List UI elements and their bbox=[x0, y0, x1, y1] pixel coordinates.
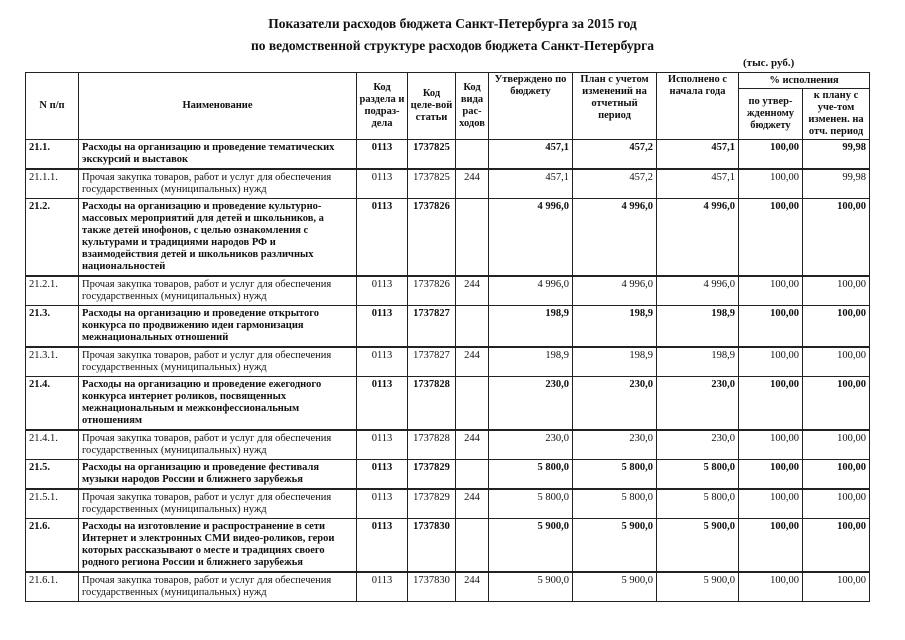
row-pct-approved: 100,00 bbox=[739, 199, 803, 277]
row-number: 21.2.1. bbox=[26, 276, 79, 306]
row-number: 21.1.1. bbox=[26, 169, 79, 199]
row-approved: 5 900,0 bbox=[489, 572, 573, 602]
document-subtitle: по ведомственной структуре расходов бюджета Санкт-Петербурга bbox=[250, 38, 655, 53]
row-number: 21.6. bbox=[26, 519, 79, 573]
row-executed: 5 900,0 bbox=[657, 519, 739, 573]
row-name: Расходы на организацию и проведение культурно-массовых мероприятий для детей и школьников, а также детей инофонов, с целью ознакомления с культурами и традициями народов РФ и взаимодействия детей и школьников различных национальностей bbox=[79, 199, 357, 277]
row-target-code: 1737830 bbox=[408, 519, 456, 573]
row-plan: 4 996,0 bbox=[573, 276, 657, 306]
row-plan: 5 800,0 bbox=[573, 489, 657, 519]
header-plan: План с учетом изменений на отчетный период bbox=[573, 73, 657, 140]
row-type-code bbox=[456, 519, 489, 573]
row-pct-approved: 100,00 bbox=[739, 140, 803, 170]
row-pct-plan: 100,00 bbox=[803, 306, 870, 348]
row-plan: 5 900,0 bbox=[573, 572, 657, 602]
table-row bbox=[26, 347, 870, 377]
row-number: 21.4.1. bbox=[26, 430, 79, 460]
row-plan: 230,0 bbox=[573, 430, 657, 460]
row-plan: 457,2 bbox=[573, 169, 657, 199]
header-target-code: Код целе-вой статьи bbox=[408, 73, 456, 140]
row-number: 21.4. bbox=[26, 377, 79, 431]
row-type-code: 244 bbox=[456, 572, 489, 602]
row-name: Прочая закупка товаров, работ и услуг для обеспечения государственных (муниципальных) нужд bbox=[79, 430, 357, 460]
row-executed: 457,1 bbox=[657, 140, 739, 170]
row-pct-approved: 100,00 bbox=[739, 276, 803, 306]
row-target-code: 1737826 bbox=[408, 199, 456, 277]
row-pct-approved: 100,00 bbox=[739, 460, 803, 490]
table-row bbox=[26, 199, 870, 277]
document-title: Показатели расходов бюджета Санкт-Петербурга за 2015 год bbox=[268, 16, 637, 31]
row-executed: 198,9 bbox=[657, 306, 739, 348]
row-pct-approved: 100,00 bbox=[739, 347, 803, 377]
row-section-code: 0113 bbox=[357, 572, 408, 602]
header-pct-approved: по утвер-жденному бюджету bbox=[739, 89, 803, 140]
header-type-code: Код вида рас-ходов bbox=[456, 73, 489, 140]
header-pct-group: % исполнения bbox=[739, 73, 870, 89]
row-target-code: 1737825 bbox=[408, 169, 456, 199]
row-type-code bbox=[456, 199, 489, 277]
table-row bbox=[26, 519, 870, 573]
row-executed: 198,9 bbox=[657, 347, 739, 377]
row-plan: 198,9 bbox=[573, 306, 657, 348]
row-plan: 457,2 bbox=[573, 140, 657, 170]
row-name: Прочая закупка товаров, работ и услуг для обеспечения государственных (муниципальных) нужд bbox=[79, 572, 357, 602]
row-plan: 198,9 bbox=[573, 347, 657, 377]
row-approved: 4 996,0 bbox=[489, 276, 573, 306]
row-executed: 230,0 bbox=[657, 377, 739, 431]
row-pct-approved: 100,00 bbox=[739, 519, 803, 573]
row-type-code: 244 bbox=[456, 347, 489, 377]
row-approved: 457,1 bbox=[489, 140, 573, 170]
row-target-code: 1737828 bbox=[408, 430, 456, 460]
table-row bbox=[26, 377, 870, 431]
row-approved: 5 900,0 bbox=[489, 519, 573, 573]
header-approved: Утверждено по бюджету bbox=[489, 73, 573, 140]
row-approved: 5 800,0 bbox=[489, 489, 573, 519]
row-number: 21.3. bbox=[26, 306, 79, 348]
row-plan: 5 800,0 bbox=[573, 460, 657, 490]
row-executed: 230,0 bbox=[657, 430, 739, 460]
row-type-code: 244 bbox=[456, 489, 489, 519]
row-pct-approved: 100,00 bbox=[739, 306, 803, 348]
row-type-code: 244 bbox=[456, 169, 489, 199]
row-pct-approved: 100,00 bbox=[739, 169, 803, 199]
row-executed: 5 900,0 bbox=[657, 572, 739, 602]
row-name: Расходы на организацию и проведение тематических экскурсий и выставок bbox=[79, 140, 357, 170]
row-plan: 230,0 bbox=[573, 377, 657, 431]
row-type-code: 244 bbox=[456, 276, 489, 306]
row-section-code: 0113 bbox=[357, 276, 408, 306]
header-section-code: Код раздела и подраз-дела bbox=[357, 73, 408, 140]
row-name: Расходы на организацию и проведение фестиваля музыки народов России и ближнего зарубежья bbox=[79, 460, 357, 490]
row-pct-plan: 99,98 bbox=[803, 140, 870, 170]
table-row bbox=[26, 430, 870, 460]
row-section-code: 0113 bbox=[357, 306, 408, 348]
row-name: Расходы на организацию и проведение ежегодного конкурса интернет роликов, посвященных межнациональным и межконфессиональным отношениям bbox=[79, 377, 357, 431]
row-name: Расходы на организацию и проведение открытого конкурса по продвижению идеи гармонизация межнациональных отношений bbox=[79, 306, 357, 348]
row-executed: 4 996,0 bbox=[657, 276, 739, 306]
row-section-code: 0113 bbox=[357, 430, 408, 460]
row-pct-approved: 100,00 bbox=[739, 430, 803, 460]
row-target-code: 1737825 bbox=[408, 140, 456, 170]
row-pct-plan: 100,00 bbox=[803, 460, 870, 490]
header-name: Наименование bbox=[79, 73, 357, 140]
row-executed: 5 800,0 bbox=[657, 489, 739, 519]
table-row bbox=[26, 169, 870, 199]
row-section-code: 0113 bbox=[357, 199, 408, 277]
row-section-code: 0113 bbox=[357, 140, 408, 170]
row-number: 21.3.1. bbox=[26, 347, 79, 377]
row-pct-plan: 100,00 bbox=[803, 489, 870, 519]
row-pct-plan: 100,00 bbox=[803, 377, 870, 431]
row-pct-plan: 100,00 bbox=[803, 199, 870, 277]
row-section-code: 0113 bbox=[357, 347, 408, 377]
row-name: Прочая закупка товаров, работ и услуг для обеспечения государственных (муниципальных) нужд bbox=[79, 489, 357, 519]
row-approved: 457,1 bbox=[489, 169, 573, 199]
row-section-code: 0113 bbox=[357, 489, 408, 519]
row-number: 21.6.1. bbox=[26, 572, 79, 602]
row-plan: 5 900,0 bbox=[573, 519, 657, 573]
row-executed: 4 996,0 bbox=[657, 199, 739, 277]
row-pct-plan: 99,98 bbox=[803, 169, 870, 199]
row-number: 21.5.1. bbox=[26, 489, 79, 519]
row-section-code: 0113 bbox=[357, 377, 408, 431]
row-number: 21.2. bbox=[26, 199, 79, 277]
row-approved: 5 800,0 bbox=[489, 460, 573, 490]
row-plan: 4 996,0 bbox=[573, 199, 657, 277]
units-label: (тыс. руб.) bbox=[743, 57, 795, 69]
row-type-code bbox=[456, 140, 489, 170]
row-name: Прочая закупка товаров, работ и услуг для обеспечения государственных (муниципальных) нужд bbox=[79, 276, 357, 306]
table-row bbox=[26, 460, 870, 490]
table-row bbox=[26, 572, 870, 602]
row-executed: 5 800,0 bbox=[657, 460, 739, 490]
table-row bbox=[26, 276, 870, 306]
table-body bbox=[26, 140, 870, 602]
row-target-code: 1737827 bbox=[408, 306, 456, 348]
row-type-code bbox=[456, 377, 489, 431]
row-approved: 4 996,0 bbox=[489, 199, 573, 277]
row-number: 21.5. bbox=[26, 460, 79, 490]
row-target-code: 1737826 bbox=[408, 276, 456, 306]
row-approved: 198,9 bbox=[489, 347, 573, 377]
row-pct-approved: 100,00 bbox=[739, 489, 803, 519]
row-target-code: 1737827 bbox=[408, 347, 456, 377]
row-target-code: 1737829 bbox=[408, 489, 456, 519]
row-executed: 457,1 bbox=[657, 169, 739, 199]
table-row bbox=[26, 489, 870, 519]
row-pct-plan: 100,00 bbox=[803, 572, 870, 602]
row-approved: 230,0 bbox=[489, 377, 573, 431]
row-pct-approved: 100,00 bbox=[739, 572, 803, 602]
row-pct-plan: 100,00 bbox=[803, 430, 870, 460]
row-section-code: 0113 bbox=[357, 519, 408, 573]
row-type-code: 244 bbox=[456, 430, 489, 460]
header-num: N п/п bbox=[26, 73, 79, 140]
row-target-code: 1737830 bbox=[408, 572, 456, 602]
row-pct-plan: 100,00 bbox=[803, 347, 870, 377]
table-row bbox=[26, 306, 870, 348]
row-number: 21.1. bbox=[26, 140, 79, 170]
row-target-code: 1737828 bbox=[408, 377, 456, 431]
row-approved: 198,9 bbox=[489, 306, 573, 348]
row-name: Прочая закупка товаров, работ и услуг для обеспечения государственных (муниципальных) нужд bbox=[79, 169, 357, 199]
row-pct-plan: 100,00 bbox=[803, 519, 870, 573]
row-pct-approved: 100,00 bbox=[739, 377, 803, 431]
header-pct-plan: к плану с уче-том изменен. на отч. период bbox=[803, 89, 870, 140]
row-type-code bbox=[456, 460, 489, 490]
expenses-table bbox=[25, 72, 870, 602]
row-section-code: 0113 bbox=[357, 169, 408, 199]
table-row bbox=[26, 140, 870, 170]
row-section-code: 0113 bbox=[357, 460, 408, 490]
row-approved: 230,0 bbox=[489, 430, 573, 460]
header-executed: Исполнено с начала года bbox=[657, 73, 739, 140]
row-pct-plan: 100,00 bbox=[803, 276, 870, 306]
row-name: Расходы на изготовление и распространение в сети Интернет и электронных СМИ видео-роликов, герои которых рассказывают о месте и традициях своего родного региона России и ближнего зарубежья bbox=[79, 519, 357, 573]
row-target-code: 1737829 bbox=[408, 460, 456, 490]
row-name: Прочая закупка товаров, работ и услуг для обеспечения государственных (муниципальных) нужд bbox=[79, 347, 357, 377]
row-type-code bbox=[456, 306, 489, 348]
